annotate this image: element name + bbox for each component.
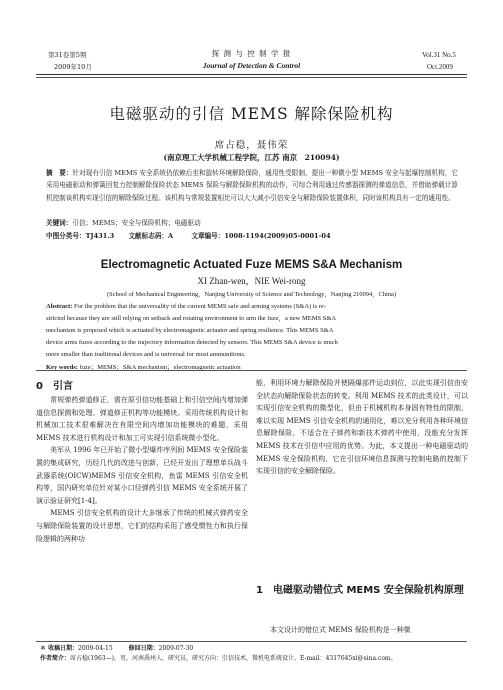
title-en: Electromagnetic Actuated Fuze MEMS S&A Mechanism [100, 259, 403, 271]
title-cn: 电磁驱动的引信 MEMS 解除保险机构 [109, 105, 394, 123]
right-column-body [256, 377, 468, 478]
abstract-en-line-3: mechanism is proposed which is actuated by electromagnetic actuator and spring resilience. This MEMS S&A [46, 327, 334, 334]
abstract-en [46, 301, 458, 374]
keywords-cn-text: 引信；MEMS；安全与保险机构；电磁驱动 [72, 219, 201, 227]
article-number-label: 文章编号： [191, 232, 225, 240]
section-0-para-3: MEMS 引信安全机构的设计大多继承了传统的机械式弹药安全与解除保险装置的设计思想，它们的结构采用了感受惯性力和执行保险逻辑的两种功 [36, 509, 248, 543]
classification-cn [46, 230, 331, 240]
header-volume-cn: 第31卷第5期 [48, 51, 87, 59]
authors-cn: 席占稳，聂伟荣 [214, 140, 289, 151]
section-1-text: 本文设计的错位式 MEMS 保险机构是一种微 [256, 626, 411, 634]
revised-label: 修回日期： [128, 645, 159, 652]
section-0-body [36, 394, 248, 545]
abstract-rule [36, 370, 467, 371]
header-rule [36, 74, 467, 75]
keywords-cn-label: 关键词： [46, 219, 73, 227]
doc-code-value: A [168, 232, 174, 240]
author-bio-label: 作者简介： [40, 654, 71, 662]
abstract-en-line-4: device arms fuzes according to the trajectory information detected by sensors. This MEMS S&A device is much [46, 339, 338, 346]
abstract-cn-label: 摘 要： [46, 169, 73, 177]
right-column-para: 能，利用环境力解除保险并使隔爆部件运动到位，以此实现引信由安全状态向解除保险状态的转变。利用 MEMS 技术的此类设计，可以实现引信安全机构的微型化，但由于机械机构本身固有特性的限制，难以实现 MEMS 引信安全机构的通用化，难以充分利用各种环境信息解除保险，不适合在子弹药和新技术弹药中使用，没能充分发挥 MEMS 技术在引信中应用的优势。为此，本文提出一种电磁驱动的 MEMS 安全保险机构，它在引信环境信息探测与控制电路的控制下实现引信的安全解除保险。 [256, 379, 468, 476]
abstract-en-line-5: more smaller than traditional devices and is universal for most ammunitions. [46, 351, 246, 358]
keywords-en-text: fuze；MEMS；S&A mechanism；electromagnetic actuation [79, 364, 241, 371]
clc-label: 中图分类号： [46, 232, 86, 240]
authors-en: XI Zhan-wen，NIE Wei-rong [197, 276, 306, 286]
author-bio: 席占稳(1963—)，男，河南禹州人，研究员，研究方向：引信技术，微机电系统设计。E-mail：4317645xi@sina.com。 [70, 654, 397, 662]
header-journal-cn: 探 测 与 控 制 学 报 [211, 49, 292, 58]
footnote [40, 644, 468, 663]
header-date-en: Oct.2009 [427, 63, 453, 71]
article-number-value: 1008-1194(2009)05-0001-04 [224, 232, 331, 240]
footnote-rule [36, 641, 467, 642]
affiliation-en: (School of Mechanical Engineering，Nanjing University of Science and Technology，Nanjing 210094，China) [107, 291, 396, 298]
abstract-en-line-2: stricted because they are still relying on setback and rotating environment to arm the fuze，a new MEMS S&A [46, 315, 337, 322]
header-date-cn: 2009年10月 [54, 63, 92, 71]
header-volume-en: Vol.31 No.5 [422, 51, 456, 59]
abstract-en-label: Abstract: [46, 303, 73, 310]
header-journal-en: Journal of Detection & Control [202, 61, 301, 70]
header-rule-thin [36, 77, 467, 78]
section-0-para-2: 美军从 1996 年已开始了微小型爆炸序列间 MEMS 安全保险装置的集成研究，历经几代的改进与创新，已经开发出了理想单兵战斗武器系统(OICW)MEMS 引信安全机构，鱼雷 MEMS 引信安全机构等，国内研究单位针对某小口径弹药引信 MEMS 安全系统开展了演示验证研究[1-4]。 [36, 446, 248, 505]
keywords-cn [46, 217, 201, 227]
abstract-en-line-1: For the problem that the universality of the current MEMS safe and arming systems (S&A) is re- [73, 303, 326, 310]
received-label: ＊ 收稿日期： [40, 645, 79, 652]
abstract-cn [46, 167, 458, 204]
affiliation-cn: (南京理工大学机械工程学院，江苏 南京 210094) [163, 153, 340, 162]
revised-date: 2009-07-30 [158, 645, 194, 652]
clc-value: TJ431.3 [85, 232, 115, 240]
received-date: 2009-04-15 [78, 645, 113, 652]
doc-code-label: 文献标志码： [128, 232, 169, 240]
section-0-para-1: 常规弹药弹道修正，需在原引信功能基础上和引信空间内增加弹道信息探测和处理、弹道修正机构等功能模块。采用传统机构设计和机械加工技术很难解决在有限空间内增加功能模块的难题，采用 MEMS 技术进行机构设计和加工可实现引信系统微小型化。 [36, 396, 248, 442]
keywords-en-label: Key words: [46, 364, 78, 371]
abstract-cn-text: 针对现有引信 MEMS 安全系统仍依赖后坐和旋转环境解除保险，通用性受限制，提出一种微小型 MEMS 安全与起爆控制机构，它采用电磁驱动和弹簧回复力控制解除保险状态 MEMS 保险与解除保险机构的动作，可综合利用通过传感器探测的弹道信息，并借助弹载计算机控制该机构实现引信的解除保险过程。该机构与常规装置相比可以大大减小引信安全与解除保险装置体积，同时该机构具有一定的通用性。 [46, 169, 458, 202]
section-1-heading: 1 电磁驱动错位式 MEMS 安全保险机构原理 [256, 585, 464, 596]
section-0-heading: 0 引言 [36, 381, 73, 392]
